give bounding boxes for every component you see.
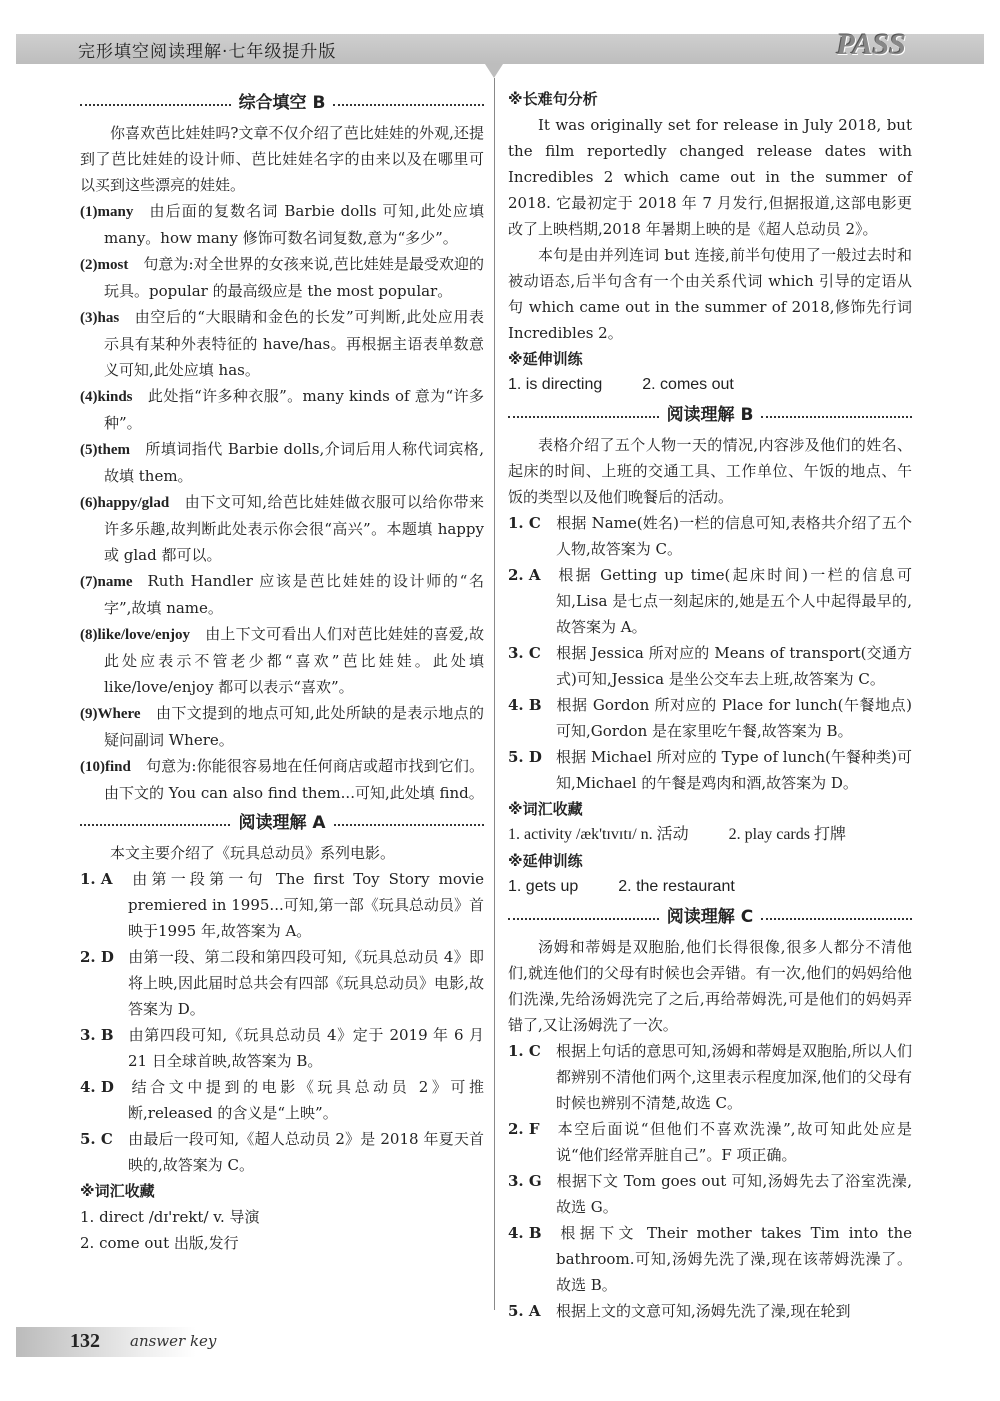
answer-key: 5. C: [80, 1130, 113, 1148]
vocab-item: 1. direct /dɪ'rekt/ v. 导演: [80, 1208, 260, 1226]
answer-item: [80, 1074, 484, 1126]
page-number: 132: [70, 1330, 100, 1352]
answer-explanation: 结合文中提到的电影《玩具总动员 2》可推断,released 的含义是“上映”。: [128, 1078, 484, 1122]
answer-explanation: 根据 Gordon 所对应的 Place for lunch(午餐地点)可知,Gordon 是在家里吃午餐,故答案为 B。: [556, 696, 912, 740]
section-intro: 你喜欢芭比娃娃吗?文章不仅介绍了芭比娃娃的外观,还提到了芭比娃娃的设计师、芭比娃娃名字的由来以及在哪里可以买到这些漂亮的娃娃。: [80, 124, 484, 194]
section-intro: 汤姆和蒂姆是双胞胎,他们长得很像,很多人都分不清他们,就连他们的父母有时候也会弄错。有一次,他们的妈妈给他们洗澡,先给汤姆洗完了之后,再给蒂姆洗,可是他们的妈妈弄错了,又让汤姆洗了一次。: [508, 938, 912, 1034]
answer-item: [80, 1022, 484, 1074]
answer-key: (8)like/love/enjoy: [80, 627, 190, 643]
answer-item: [80, 568, 484, 621]
column-divider: [494, 78, 495, 1310]
answer-key: (9)Where: [80, 706, 141, 722]
answer-item: [80, 304, 484, 383]
answer-item: [80, 700, 484, 753]
vocab-items: 1. activity /æk'tɪvɪtɪ/ n. 活动 2. play cards 打牌: [508, 826, 846, 843]
answer-explanation: 由下文提到的地点可知,此处所缺的是表示地点的疑问副词 Where。: [104, 704, 484, 749]
answer-explanation: 所填词指代 Barbie dolls,介词后用人称代词宾格,故填 them。: [104, 440, 484, 485]
extension-answers: 1. gets up 2. the restaurant: [508, 878, 735, 895]
answer-key: 1. A: [80, 870, 113, 888]
section-heading: 阅读理解 B: [508, 400, 912, 430]
answer-key: 5. D: [508, 748, 542, 766]
answer-explanation: 本空后面说“但他们不喜欢洗澡”,故可知此处应是说“他们经常弄脏自己”。F 项正确。: [556, 1120, 912, 1164]
vocab-item: 2. come out 出版,发行: [80, 1234, 239, 1252]
answer-item: [80, 383, 484, 436]
right-column: [508, 86, 912, 1324]
left-column: [80, 86, 484, 1256]
answer-item: [80, 866, 484, 944]
answer-explanation: 由第一段、第二段和第四段可知,《玩具总动员 4》即将上映,因此届时总共会有四部《玩具总动员》电影,故答案为 D。: [128, 948, 484, 1018]
answer-explanation: 根据 Getting up time(起床时间)一栏的信息可知,Lisa 是七点一刻起床的,她是五个人中起得最早的,故答案为 A。: [556, 566, 912, 636]
answer-key: (6)happy/glad: [80, 495, 170, 511]
answer-item: [508, 1298, 912, 1324]
answer-explanation: 此处指“许多种衣服”。many kinds of 意为“许多种”。: [104, 387, 484, 432]
answer-key: 1. C: [508, 514, 541, 532]
answer-explanation: 根据 Name(姓名)一栏的信息可知,表格共介绍了五个人物,故答案为 C。: [556, 514, 912, 558]
answer-key: (3)has: [80, 310, 120, 326]
answer-explanation: 根据上句话的意思可知,汤姆和蒂姆是双胞胎,所以人们都辨别不清他们两个,这里表示程度加深,他们的父母有时候也辨别不清楚,故选 C。: [556, 1042, 912, 1112]
answer-explanation: 句意为:对全世界的女孩来说,芭比娃娃是最受欢迎的玩具。popular 的最高级应是 the most popular。: [104, 255, 484, 300]
answer-key: (2)most: [80, 257, 129, 273]
answer-key: 4. B: [508, 696, 542, 714]
answer-explanation: 由最后一段可知,《超人总动员 2》是 2018 年夏天首映的,故答案为 C。: [128, 1130, 484, 1174]
answer-explanation: 根据上文的文意可知,汤姆先洗了澡,现在轮到: [556, 1302, 851, 1320]
pass-logo: PASS: [836, 28, 906, 61]
running-header: [16, 28, 984, 64]
answer-item: [80, 944, 484, 1022]
answer-item: [80, 1126, 484, 1178]
answer-item: [80, 753, 484, 806]
answer-key: 4. B: [508, 1224, 542, 1242]
answer-key: 1. C: [508, 1042, 541, 1060]
answer-key: (7)name: [80, 574, 133, 590]
answer-explanation: 由第四段可知,《玩具总动员 4》定于 2019 年 6 月 21 日全球首映,故答案为 B。: [128, 1026, 484, 1070]
answer-explanation: 由后面的复数名词 Barbie dolls 可知,此处应填 many。how many 修饰可数名词复数,意为“多少”。: [104, 202, 484, 247]
answer-item: [80, 489, 484, 568]
section-intro: 本文主要介绍了《玩具总动员》系列电影。: [110, 844, 396, 862]
answer-item: [80, 436, 484, 489]
vocab-heading: ※词汇收藏: [80, 1182, 155, 1200]
answer-item: [508, 1168, 912, 1220]
extension-heading: ※延伸训练: [508, 852, 583, 870]
answer-key: 4. D: [80, 1078, 114, 1096]
section-intro: 表格介绍了五个人物一天的情况,内容涉及他们的姓名、起床的时间、上班的交通工具、工作单位、午饭的地点、午饭的类型以及他们晚餐后的活动。: [508, 436, 912, 506]
extension-answers: 1. is directing 2. comes out: [508, 376, 734, 393]
long-sentence-analysis: 本句是由并列连词 but 连接,前半句使用了一般过去时和被动语态,后半句含有一个由关系代词 which 引导的定语从句 which came out in the summer of 2018,修饰先行词 Incredibles 2。: [508, 246, 912, 342]
answer-item: [508, 510, 912, 562]
answer-explanation: 根据 Michael 所对应的 Type of lunch(午餐种类)可知,Michael 的午餐是鸡肉和酒,故答案为 D。: [556, 748, 912, 792]
answer-key: 3. G: [508, 1172, 542, 1190]
answer-explanation: 由第一段第一句 The first Toy Story movie premiered in 1995...可知,第一部《玩具总动员》首映于1995 年,故答案为 A。: [128, 870, 484, 940]
long-sentence-text: It was originally set for release in July 2018, but the film reportedly changed release dates with Incredibles 2 which came out in the summer of 2018. 它最初定于 2018 年 7 月发行,但据报道,这部电影更改了上映档期,2018 年暑期上映的是《超人总动员 2》。: [508, 116, 912, 238]
answer-key: 2. F: [508, 1120, 540, 1138]
answer-item: [508, 744, 912, 796]
answer-key: (5)them: [80, 442, 130, 458]
answer-item: [508, 692, 912, 744]
answer-item: [508, 1220, 912, 1298]
answer-key: 2. A: [508, 566, 541, 584]
section-heading: 阅读理解 A: [80, 808, 484, 838]
answer-item: [80, 198, 484, 251]
answer-explanation: Ruth Handler 应该是芭比娃娃的设计师的“名字”,故填 name。: [104, 572, 484, 617]
book-title: 完形填空阅读理解·七年级提升版: [78, 42, 337, 62]
answer-item: [508, 562, 912, 640]
answer-explanation: 由下文可知,给芭比娃娃做衣服可以给你带来许多乐趣,故判断此处表示你会很“高兴”。本题填 happy 或 glad 都可以。: [104, 493, 484, 564]
answer-item: [80, 251, 484, 304]
answer-key: (4)kinds: [80, 389, 133, 405]
section-heading: 阅读理解 C: [508, 902, 912, 932]
answer-key: 3. B: [80, 1026, 114, 1044]
header-notch: [485, 64, 503, 78]
answer-explanation: 由空后的“大眼睛和金色的长发”可判断,此处应用表示具有某种外表特征的 have/has。再根据主语表单数意义可知,此处应填 has。: [104, 308, 484, 379]
answer-item: [508, 1038, 912, 1116]
answer-item: [508, 640, 912, 692]
long-sentence-heading: ※长难句分析: [508, 90, 598, 108]
answer-key: 5. A: [508, 1302, 541, 1320]
answer-item: [80, 621, 484, 700]
extension-heading: ※延伸训练: [508, 350, 583, 368]
answer-explanation: 由上下文可看出人们对芭比娃娃的喜爱,故此处应表示不管老少都“喜欢”芭比娃娃。此处填 like/love/enjoy 都可以表示“喜欢”。: [104, 625, 484, 696]
answer-explanation: 根据下文 Their mother takes Tim into the bathroom.可知,汤姆先洗了澡,现在该蒂姆洗澡了。故选 B。: [556, 1224, 912, 1294]
answer-explanation: 根据 Jessica 所对应的 Means of transport(交通方式)可知,Jessica 是坐公交车去上班,故答案为 C。: [556, 644, 912, 688]
answer-item: [508, 1116, 912, 1168]
vocab-heading: ※词汇收藏: [508, 800, 583, 818]
answer-explanation: 根据下文 Tom goes out 可知,汤姆先去了浴室洗澡,故选 G。: [556, 1172, 912, 1216]
answer-key: 3. C: [508, 644, 541, 662]
answer-explanation: 句意为:你能很容易地在任何商店或超市找到它们。由下文的 You can also find them...可知,此处填 find。: [104, 757, 484, 802]
answer-key: (10)find: [80, 759, 131, 775]
section-heading: 综合填空 B: [80, 88, 484, 118]
answer-key: (1)many: [80, 204, 134, 220]
answer-key: 2. D: [80, 948, 114, 966]
footer-label: answer key: [130, 1332, 217, 1350]
